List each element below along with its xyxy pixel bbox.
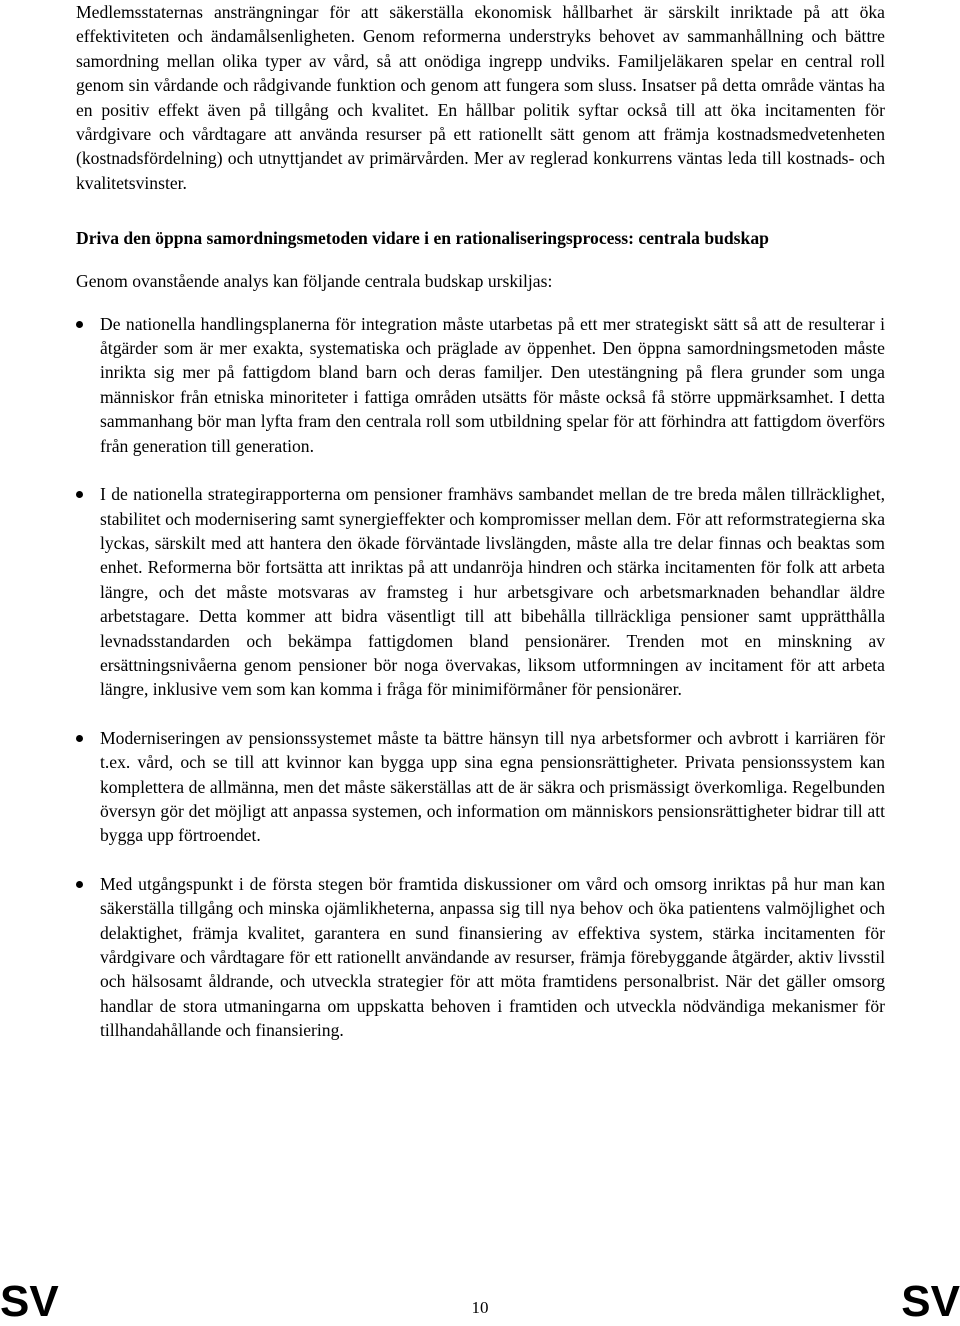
list-item [76,312,885,458]
body-paragraph: Medlemsstaternas ansträngningar för att säkerställa ekonomisk hållbarhet är särskilt inriktade på att öka effektiviteten och ändamålsenligheten. Genom reformerna understryks behovet av sammanhållning och bättre samordning mellan olika typer av vård, så att onödiga ingrepp undviks. Familjeläkaren spelar en central roll genom sin vårdande och rådgivande funktion och genom att fungera som sluss. Insatser på detta område väntas ha en positiv effekt även på tillgång och kvalitet. En hållbar politik syftar också till att öka incitamenten för vårdgivare och vårdtagare att använda resurser på ett rationellt sätt genom att främja kostnadsmedvetenheten (kostnadsfördelning) och utnyttjandet av primärvården. Mer av reglerad konkurrens väntas leda till kostnads- och kvalitetsvinster. [76,2,885,193]
list-item-text: De nationella handlingsplanerna för integration måste utarbetas på ett mer strategiskt sätt så att de resulterar i åtgärder som är mer exakta, systematiska och präglade av öppenhet. Den öppna samordningsmetoden måste inrikta sig mer på fattigdom bland barn och deras familjer. Den utestängning på flera grunder som unga människor från etniska minoriteter i fattiga områden utsätts för måste också få större uppmärksamhet. I detta sammanhang bör man lyfta fram den centrala roll som utbildning spelar för att förhindra att fattigdom överförs från generation till generation. [100,313,885,456]
bullet-icon [76,491,83,498]
list-item [76,726,885,848]
bullet-icon [76,881,83,888]
key-messages-list [76,312,885,1043]
document-body [76,0,885,1067]
list-item-text: Moderniseringen av pensionssystemet måste ta bättre hänsyn till nya arbetsformer och avbrott i karriären för t.ex. vård, och se till att kvinnor kan bygga upp sina egna pensionsrättigheter. Privata pensionssystem kan komplettera de allmänna, men det måste säkerställas att de är säkra och prismässigt överkomliga. Regelbunden översyn gör det möjligt att anpassa systemen, och information om människors pensionsrättigheter bidrar till att bygga upp förtroendet. [100,727,885,846]
bullet-icon [76,321,83,328]
footer-language-right: SV [901,1277,960,1326]
footer-language-left: SV [0,1277,59,1326]
section-heading: Driva den öppna samordningsmetoden vidare i en rationaliseringsprocess: centrala budskap [76,228,769,249]
list-item [76,482,885,702]
bullet-icon [76,735,83,742]
intro-paragraph: Genom ovanstående analys kan följande centrala budskap urskiljas: [76,271,553,292]
list-item-text: Med utgångspunkt i de första stegen bör framtida diskussioner om vård och omsorg inriktas på hur man kan säkerställa tillgång och minska ojämlikheterna, anpassa sig till nya behov och öka patientens valmöjlighet och delaktighet, främja kvalitet, garantera en sund finansiering av effektiva system, stärka incitamenten för vårdgivare och vårdtagare för ett rationellt användande av resurser, främja förebyggande åtgärder, aktiv livsstil och hälsosamt åldrande, och utveckla strategier för att möta framtidens personalbrist. När det gäller omsorg handlar de stora utmaningarna om uppskatta behoven i framtiden och utveckla nödvändiga mekanismer för tillhandahållande och finansiering. [100,873,885,1041]
list-item [76,872,885,1043]
list-item-text: I de nationella strategirapporterna om pensioner framhävs sambandet mellan de tre breda målen tillräcklighet, stabilitet och modernisering samt synergieffekter och kompromisser mellan dem. För att reformstrategierna ska lyckas, särskilt med att hantera den ökade förväntade livslängden, måste alla tre delar finnas och beaktas som enhet. Reformerna bör fortsätta att inriktas på att undanröja hindren och stärka incitamenten för folk att arbeta längre, och det måste motsvaras av framsteg i hur arbetsgivare och arbetsmarknaden behandlar äldre arbetstagare. Detta kommer att bidra väsentligt till att bibehålla tillräckliga pensioner samt upprätthålla levnadsstandarden och bekämpa fattigdomen bland pensionärer. Trenden mot en minskning av ersättningsnivåerna genom pensioner bör noga övervakas, liksom utformningen av incitament för att arbeta längre, inklusive vem som kan komma i fråga för minimiförmåner för pensionärer. [100,484,885,700]
page-number: 10 [471,1298,489,1317]
